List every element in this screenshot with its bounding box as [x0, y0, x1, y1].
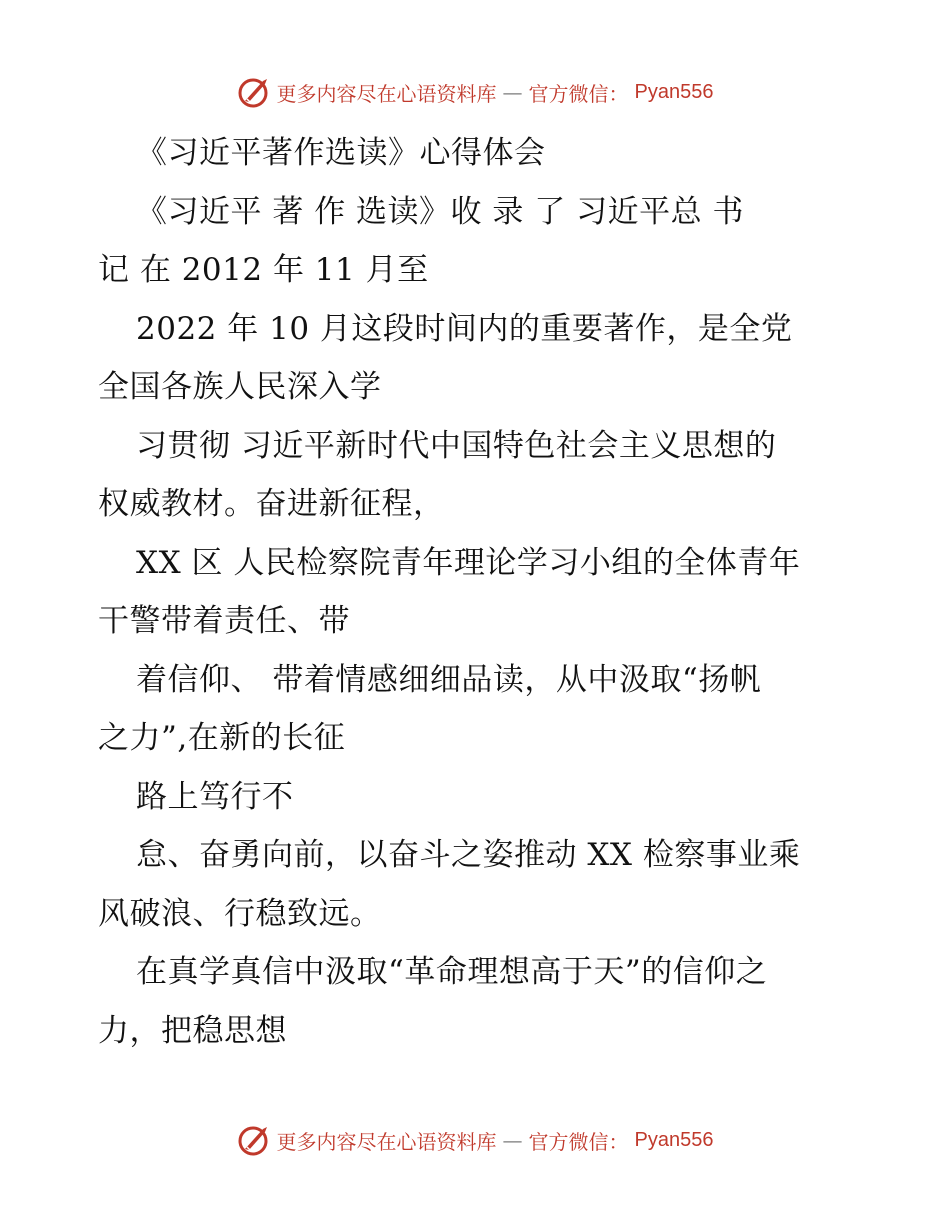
- text-line: 全国各族人民深入学: [98, 369, 382, 405]
- text-line: 之力”,在新的长征: [98, 720, 346, 756]
- text-line: XX 区 人民检察院青年理论学习小组的全体青年: [136, 544, 801, 581]
- watermark-official-label: 官方微信：: [528, 1129, 629, 1154]
- watermark-header: [0, 72, 950, 112]
- quill-logo-icon: [237, 1123, 271, 1157]
- text-line: 路上笃行不: [136, 778, 294, 815]
- text-line: 《习近平 著 作 选读》收 录 了 习近平总 书: [136, 193, 744, 230]
- text-line: 怠、奋勇向前，以奋斗之姿推动 XX 检察事业乘: [136, 837, 801, 873]
- watermark-text: 更多内容尽在心语资料库: [276, 81, 497, 106]
- text-line: 权威教材。奋进新征程，: [98, 486, 445, 522]
- text-line: 力，把稳思想: [98, 1012, 287, 1049]
- watermark-id: Pyan556: [634, 80, 714, 103]
- text-line: 2022 年 10 月这段时间内的重要著作，是全党: [136, 310, 793, 347]
- text-line: 习贯彻 习近平新时代中国特色社会主义思想的: [136, 427, 777, 464]
- document-body: [98, 124, 858, 1060]
- text-line: 着信仰、 带着情感细细品读，从中汲取“扬帆: [136, 661, 762, 698]
- watermark-separator: —: [502, 1128, 523, 1152]
- text-line: 在真学真信中汲取“革命理想高于天”的信仰之: [136, 954, 768, 990]
- watermark-footer: [0, 1120, 950, 1160]
- text-line: 风破浪、行稳致远。: [98, 895, 382, 932]
- quill-logo-icon: [237, 75, 271, 109]
- watermark-text: 更多内容尽在心语资料库: [276, 1129, 497, 1154]
- watermark-separator: —: [502, 80, 523, 104]
- document-title: 《习近平著作选读》心得体会: [136, 135, 546, 171]
- text-line: 记 在 2012 年 11 月至: [98, 252, 429, 288]
- watermark-official-label: 官方微信：: [528, 81, 629, 106]
- watermark-id: Pyan556: [634, 1128, 714, 1151]
- text-line: 干警带着责任、带: [98, 603, 350, 639]
